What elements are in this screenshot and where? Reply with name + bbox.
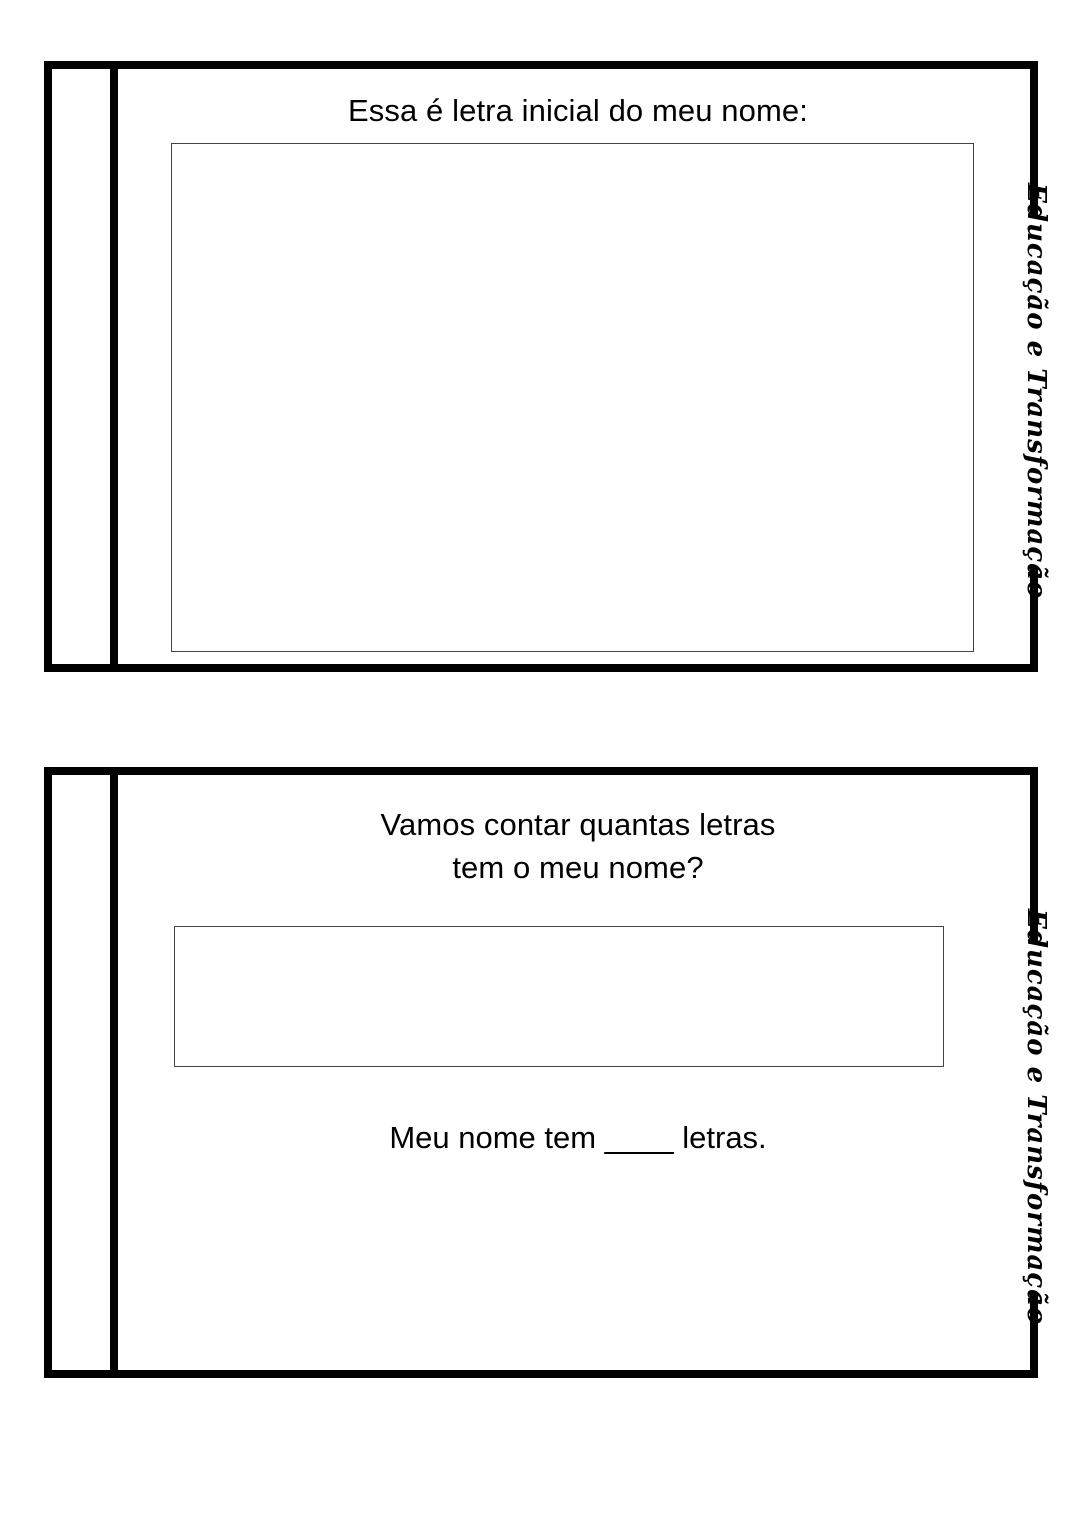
binding-strip xyxy=(52,69,118,664)
brand-watermark: Educação e Transformação xyxy=(1016,942,1056,1292)
initial-letter-card xyxy=(44,61,1051,672)
brand-watermark: Educação e Transformação xyxy=(1016,216,1056,566)
title-line: Vamos contar quantas letras xyxy=(380,807,776,842)
card-title xyxy=(126,803,1030,889)
title-line: tem o meu nome? xyxy=(452,850,704,885)
letter-count-sentence: Meu nome tem ____ letras. xyxy=(389,1120,767,1155)
card-title xyxy=(126,89,1030,132)
title-line: Essa é letra inicial do meu nome: xyxy=(348,93,808,128)
letter-count-card xyxy=(44,767,1051,1378)
binding-strip xyxy=(52,775,118,1370)
initial-letter-drawing-box[interactable] xyxy=(171,143,974,652)
name-writing-box[interactable] xyxy=(174,926,944,1067)
